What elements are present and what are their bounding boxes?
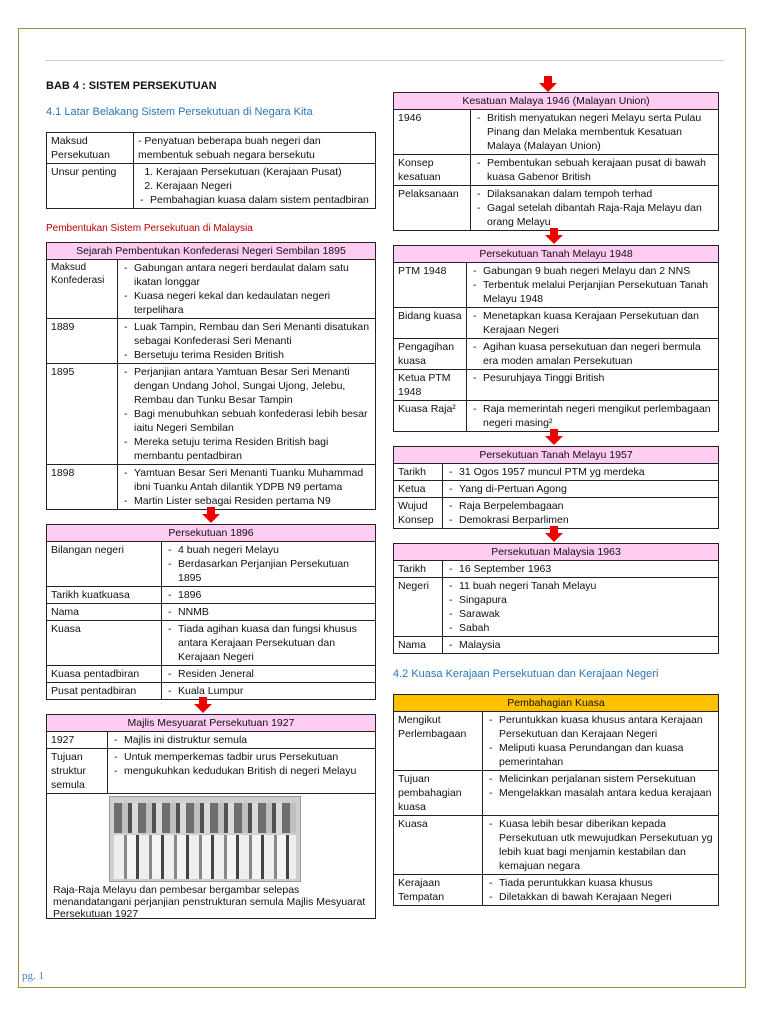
- list-item: - Bagi menubuhkan sebuah konfederasi lebih besar iaitu Negeri Sembilan: [122, 407, 371, 435]
- row-label: 1927: [47, 732, 108, 749]
- down-arrow-icon: [194, 697, 212, 713]
- row-label: Kuasa pentadbiran: [47, 666, 162, 683]
- pm-1963-table: [393, 543, 719, 654]
- ptm-1948-header: Persekutuan Tanah Melayu 1948: [394, 246, 719, 263]
- list-item: - Dilaksanakan dalam tempoh terhad: [475, 187, 714, 201]
- list-item: - Luak Tampin, Rembau dan Seri Menanti disatukan sebagai Konfederasi Seri Menanti: [122, 320, 371, 348]
- ptm-1948-table: [393, 245, 719, 432]
- persekutuan-1896-table: [46, 524, 376, 700]
- list-item: - Sarawak: [447, 607, 714, 621]
- row-label: Bilangan negeri: [47, 542, 162, 587]
- section-title-4-2: 4.2 Kuasa Kerajaan Persekutuan dan Kerajaan Negeri: [393, 668, 659, 680]
- list-item: - Peruntukkan kuasa khusus antara Kerajaan Persekutuan dan Kerajaan Negeri: [487, 713, 714, 741]
- section-title-4-1: 4.1 Latar Belakang Sistem Persekutuan di Negara Kita: [46, 106, 313, 118]
- malayan-union-table: [393, 92, 719, 231]
- list-item: - Perjanjian antara Yamtuan Besar Seri Menanti dengan Undang Johol, Sungai Ujong, Jelebu, Rembau dan Tunku Besar Tampin: [122, 365, 371, 407]
- list-item: - Bersetuju terima Residen British: [122, 348, 371, 362]
- list-item: - Pembentukan sebuah kerajaan pusat di bawah kuasa Gabenor British: [475, 156, 714, 184]
- list-item: - Untuk memperkemas tadbir urus Persekutuan: [112, 750, 371, 764]
- unsur-note: - Pembahagian kuasa dalam sistem pentadbiran: [138, 193, 371, 207]
- down-arrow-icon: [539, 76, 557, 92]
- list-item: - Residen Jeneral: [166, 667, 371, 681]
- row-label: Tarikh: [394, 464, 443, 481]
- list-item: - 16 September 1963: [447, 562, 714, 576]
- list-item: - NNMB: [166, 605, 371, 619]
- formation-title: Pembentukan Sistem Persekutuan di Malaysia: [46, 223, 253, 234]
- list-item: 2. Kerajaan Negeri: [156, 179, 371, 193]
- list-item: - Menetapkan kuasa Kerajaan Persekutuan dan Kerajaan Negeri: [471, 309, 714, 337]
- list-item: 1. Kerajaan Persekutuan (Kerajaan Pusat): [156, 165, 371, 179]
- row-label: Bidang kuasa: [394, 308, 467, 339]
- pembahagian-kuasa-header: Pembahagian Kuasa: [394, 695, 719, 712]
- list-item: - Gabungan antara negeri berdaulat dalam satu ikatan longgar: [122, 261, 371, 289]
- row-label: Ketua: [394, 481, 443, 498]
- unsur-label: Unsur penting: [47, 164, 134, 209]
- row-label: 1946: [394, 110, 471, 155]
- list-item: - Sabah: [447, 621, 714, 635]
- photo-caption: Raja-Raja Melayu dan pembesar bergambar selepas menandatangani perjanjian penstrukturan semula Majlis Mesyuarat Persekutuan 1927: [53, 884, 366, 920]
- list-item: - Terbentuk melalui Perjanjian Persekutuan Tanah Melayu 1948: [471, 278, 714, 306]
- row-label: Pengagihan kuasa: [394, 339, 467, 370]
- right-column: [393, 76, 719, 906]
- list-item: - Tiada peruntukkan kuasa khusus: [487, 876, 714, 890]
- pm-1963-header: Persekutuan Malaysia 1963: [394, 544, 719, 561]
- list-item: - Gagal setelah dibantah Raja-Raja Melayu dan orang Melayu: [475, 201, 714, 229]
- list-item: - Kuasa negeri kekal dan kedaulatan negeri terpelihara: [122, 289, 371, 317]
- majlis-1927-header: Majlis Mesyuarat Persekutuan 1927: [47, 715, 376, 732]
- list-item: - Melicinkan perjalanan sistem Persekutuan: [487, 772, 714, 786]
- intro-table: [46, 132, 376, 209]
- down-arrow-icon: [545, 526, 563, 542]
- persekutuan-1896-header: Persekutuan 1896: [47, 525, 376, 542]
- list-item: - Raja memerintah negeri mengikut perlembagaan negeri masing²: [471, 402, 714, 430]
- page-number: pg. 1: [22, 970, 44, 982]
- list-item: - 31 Ogos 1957 muncul PTM yg merdeka: [447, 465, 714, 479]
- row-label: Kuasa: [47, 621, 162, 666]
- list-item: - 1896: [166, 588, 371, 602]
- row-label: Nama: [47, 604, 162, 621]
- malayan-union-header: Kesatuan Malaya 1946 (Malayan Union): [394, 93, 719, 110]
- list-item: - mengukuhkan kedudukan British di negeri Melayu: [112, 764, 371, 778]
- list-item: - Agihan kuasa persekutuan dan negeri bermula era moden amalan Persekutuan: [471, 340, 714, 368]
- chapter-title: BAB 4 : SISTEM PERSEKUTUAN: [46, 80, 217, 92]
- list-item: - Singapura: [447, 593, 714, 607]
- list-item: - Mengelakkan masalah antara kedua kerajaan: [487, 786, 714, 800]
- row-label: Wujud Konsep: [394, 498, 443, 529]
- row-label: Tujuan struktur semula: [47, 749, 108, 794]
- row-label: Tarikh: [394, 561, 443, 578]
- photo-cell: [47, 794, 376, 919]
- row-label: Kerajaan Tempatan: [394, 875, 483, 906]
- list-item: - Kuasa lebih besar diberikan kepada Persekutuan utk mewujudkan Persekutuan yg lebih kuat bagi menjamin kestabilan dan kemajuan negara: [487, 817, 714, 873]
- row-label: 1898: [47, 465, 118, 510]
- list-item: - 11 buah negeri Tanah Melayu: [447, 579, 714, 593]
- header-rule: [46, 60, 724, 61]
- konfederasi-header: Sejarah Pembentukan Konfederasi Negeri Sembilan 1895: [47, 243, 376, 260]
- maksud-text: - Penyatuan beberapa buah negeri dan membentuk sebuah negara bersekutu: [134, 133, 376, 164]
- list-item: - Malaysia: [447, 638, 714, 652]
- list-item: - Martin Lister sebagai Residen pertama N9: [122, 494, 371, 508]
- row-label: Pelaksanaan: [394, 186, 471, 231]
- konfederasi-table: [46, 242, 376, 510]
- row-label: 1895: [47, 364, 118, 465]
- row-label: Mengikut Perlembagaan: [394, 712, 483, 771]
- row-label: Kuasa: [394, 816, 483, 875]
- list-item: - Berdasarkan Perjanjian Persekutuan 1895: [166, 557, 371, 585]
- row-label: Maksud Konfederasi: [47, 260, 118, 319]
- down-arrow-icon: [545, 228, 563, 244]
- list-item: - Kuala Lumpur: [166, 684, 371, 698]
- list-item: - Raja Berpelembagaan: [447, 499, 714, 513]
- down-arrow-icon: [545, 429, 563, 445]
- list-item: - Yamtuan Besar Seri Menanti Tuanku Muhammad ibni Tuanku Antah dilantik YDPB N9 pertama: [122, 466, 371, 494]
- row-label: Konsep kesatuan: [394, 155, 471, 186]
- list-item: - Gabungan 9 buah negeri Melayu dan 2 NNS: [471, 264, 714, 278]
- left-column: [46, 80, 376, 919]
- row-label: Tarikh kuatkuasa: [47, 587, 162, 604]
- list-item: - Demokrasi Berparlimen: [447, 513, 714, 527]
- historical-photo: [109, 796, 301, 882]
- row-label: Pusat pentadbiran: [47, 683, 162, 700]
- row-label: PTM 1948: [394, 263, 467, 308]
- list-item: - Diletakkan di bawah Kerajaan Negeri: [487, 890, 714, 904]
- list-item: - British menyatukan negeri Melayu serta Pulau Pinang dan Melaka membentuk Kesatuan Malaya (Malayan Union): [475, 111, 714, 153]
- row-label: Ketua PTM 1948: [394, 370, 467, 401]
- ptm-1957-header: Persekutuan Tanah Melayu 1957: [394, 447, 719, 464]
- list-item: - 4 buah negeri Melayu: [166, 543, 371, 557]
- list-item: - Yang di-Pertuan Agong: [447, 482, 714, 496]
- list-item: - Pesuruhjaya Tinggi British: [471, 371, 714, 385]
- list-item: - Tiada agihan kuasa dan fungsi khusus antara Kerajaan Persekutuan dan Kerajaan Negeri: [166, 622, 371, 664]
- majlis-1927-table: [46, 714, 376, 919]
- row-label: Nama: [394, 637, 443, 654]
- maksud-label: Maksud Persekutuan: [47, 133, 134, 164]
- ptm-1957-table: [393, 446, 719, 529]
- row-label: Tujuan pembahagian kuasa: [394, 771, 483, 816]
- pembahagian-kuasa-table: [393, 694, 719, 906]
- row-label: Negeri: [394, 578, 443, 637]
- down-arrow-icon: [202, 507, 220, 523]
- row-label: Kuasa Raja²: [394, 401, 467, 432]
- row-label: 1889: [47, 319, 118, 364]
- list-item: - Meliputi kuasa Perundangan dan kuasa pemerintahan: [487, 741, 714, 769]
- list-item: - Mereka setuju terima Residen British bagi membantu pentadbiran: [122, 435, 371, 463]
- unsur-list: [138, 165, 371, 193]
- list-item: - Majlis ini distruktur semula: [112, 733, 371, 747]
